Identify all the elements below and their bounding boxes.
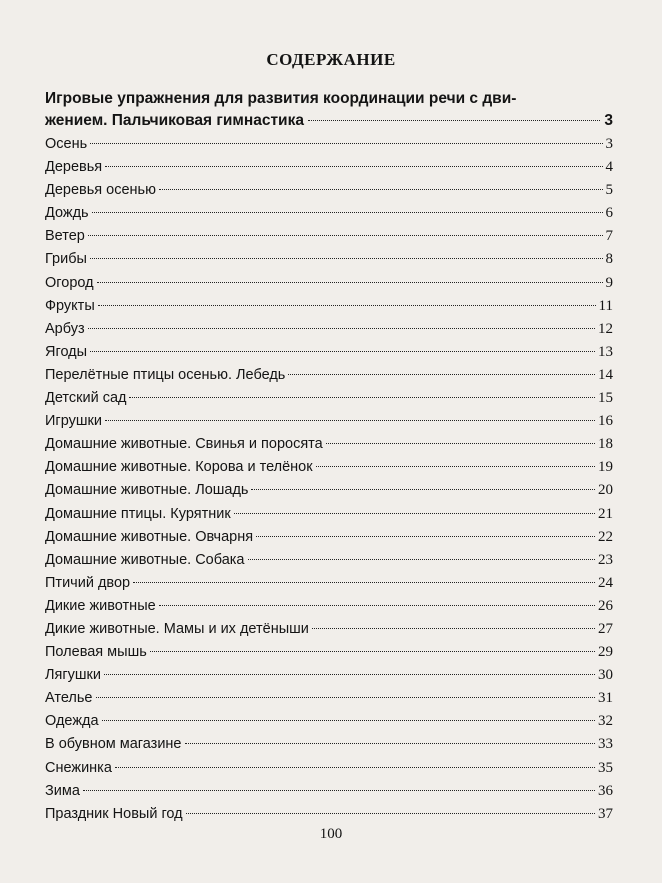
toc-entry xyxy=(45,387,613,410)
toc-entry-label: Перелётные птицы осенью. Лебедь xyxy=(45,366,286,383)
intro-page: 3 xyxy=(604,112,613,129)
dot-leader xyxy=(92,212,603,213)
toc-entry xyxy=(45,248,613,271)
toc-entry-label: Домашние птицы. Курятник xyxy=(45,505,231,522)
toc-entry xyxy=(45,272,613,295)
dot-leader xyxy=(90,258,603,259)
toc-entry-label: Птичий двор xyxy=(45,574,131,591)
toc-entry xyxy=(45,341,613,364)
toc-entry-page: 26 xyxy=(598,597,613,614)
dot-leader xyxy=(185,743,596,744)
intro-line-2: жением. Пальчиковая гимнастика xyxy=(45,112,304,129)
dot-leader xyxy=(88,235,603,236)
toc-entry-page: 20 xyxy=(598,482,613,499)
dot-leader xyxy=(104,674,595,675)
toc-entry-page: 36 xyxy=(598,782,613,799)
toc-entry-label: Домашние животные. Собака xyxy=(45,551,245,568)
toc-entry-label: Одежда xyxy=(45,713,99,730)
toc-entry-page: 24 xyxy=(598,574,613,591)
dot-leader xyxy=(186,813,595,814)
toc-entry-page: 13 xyxy=(598,343,613,360)
toc-entry-label: Домашние животные. Свинья и поросята xyxy=(45,436,323,453)
toc-entry xyxy=(45,179,613,202)
toc-entry xyxy=(45,295,613,318)
dot-leader xyxy=(96,697,596,698)
dot-leader xyxy=(234,513,595,514)
dot-leader xyxy=(115,767,595,768)
toc-entry xyxy=(45,757,613,780)
toc-entry xyxy=(45,687,613,710)
toc-entry xyxy=(45,456,613,479)
toc-entry xyxy=(45,780,613,803)
toc-entry-label: Грибы xyxy=(45,251,87,268)
toc-entry-page: 8 xyxy=(605,251,613,268)
toc-entry xyxy=(45,710,613,733)
toc-entry-page: 37 xyxy=(598,805,613,822)
dot-leader xyxy=(133,582,595,583)
toc-entry xyxy=(45,503,613,526)
dot-leader xyxy=(316,466,595,467)
dot-leader xyxy=(102,720,595,721)
toc-entry-page: 27 xyxy=(598,620,613,637)
toc-entry-page: 19 xyxy=(598,459,613,476)
toc-entry-page: 16 xyxy=(598,413,613,430)
page-title: СОДЕРЖАНИЕ xyxy=(266,50,396,69)
toc-entry-label: Ягоды xyxy=(45,343,88,360)
dot-leader xyxy=(83,790,595,791)
toc-entry xyxy=(45,479,613,502)
dot-leader xyxy=(90,143,602,144)
toc-entry-label: Снежинка xyxy=(45,759,112,776)
dot-leader xyxy=(88,328,595,329)
toc-entry-label: В обувном магазине xyxy=(45,736,182,753)
toc-entry-label: Детский сад xyxy=(45,390,127,407)
toc-entry-page: 18 xyxy=(598,436,613,453)
toc-entry-page: 23 xyxy=(598,551,613,568)
toc-intro-entry xyxy=(45,88,613,132)
toc-entry-label: Игрушки xyxy=(45,413,102,430)
toc-entry xyxy=(45,595,613,618)
page-number: 100 xyxy=(319,826,343,842)
toc-entry xyxy=(45,641,613,664)
toc-entry-label: Фрукты xyxy=(45,297,95,314)
toc-entry-label: Арбуз xyxy=(45,320,85,337)
toc-entry-page: 6 xyxy=(605,205,613,222)
dot-leader xyxy=(105,166,602,167)
toc-entry-page: 21 xyxy=(598,505,613,522)
toc-entry-label: Осень xyxy=(45,136,88,152)
toc-entry-page: 30 xyxy=(598,667,613,684)
toc-entry-page: 9 xyxy=(605,274,613,291)
toc-entry xyxy=(45,526,613,549)
dot-leader xyxy=(308,120,600,121)
dot-leader xyxy=(97,282,603,283)
toc-entry xyxy=(45,803,613,826)
toc-entry-label: Лягушки xyxy=(45,667,101,684)
toc-entry-label: Праздник Новый год xyxy=(45,805,183,822)
dot-leader xyxy=(150,651,595,652)
dot-leader xyxy=(312,628,595,629)
toc-entry-page: 32 xyxy=(598,713,613,730)
toc-entry-page: 22 xyxy=(598,528,613,545)
toc-entry xyxy=(45,225,613,248)
dot-leader xyxy=(90,351,595,352)
dot-leader xyxy=(256,536,595,537)
dot-leader xyxy=(159,189,603,190)
toc-entry-page: 4 xyxy=(605,159,613,176)
toc-entry xyxy=(45,664,613,687)
toc-entry xyxy=(45,618,613,641)
toc-entry-label: Деревья осенью xyxy=(45,182,156,199)
toc-entry xyxy=(45,572,613,595)
toc-entry-label: Зима xyxy=(45,782,80,799)
toc-entry-label: Дикие животные. Мамы и их детёныши xyxy=(45,620,309,637)
toc-entry-page: 33 xyxy=(598,736,613,753)
toc-entry xyxy=(45,202,613,225)
toc-entry-page: 31 xyxy=(598,690,613,707)
toc-entry-page: 5 xyxy=(605,182,613,199)
toc-entry-label: Огород xyxy=(45,274,94,291)
toc-entry-page: 29 xyxy=(598,644,613,661)
intro-line-2-row xyxy=(45,110,613,132)
toc-entry-page: 14 xyxy=(598,366,613,383)
toc-entry-label: Ателье xyxy=(45,690,93,707)
toc-entry-label: Деревья xyxy=(45,159,103,176)
toc-entry-page: 12 xyxy=(598,320,613,337)
toc-entry-page: 11 xyxy=(598,297,613,314)
toc-entry-page: 35 xyxy=(598,759,613,776)
toc-entry xyxy=(45,318,613,341)
toc-entry-label: Дождь xyxy=(45,205,89,222)
toc-entry-label: Домашние животные. Корова и телёнок xyxy=(45,459,313,476)
toc-entry-label: Полевая мышь xyxy=(45,644,147,661)
toc-entry xyxy=(45,410,613,433)
toc-entry xyxy=(45,156,613,179)
toc-entry-page: 7 xyxy=(605,228,613,245)
toc-entry xyxy=(45,433,613,456)
dot-leader xyxy=(251,489,595,490)
dot-leader xyxy=(326,443,595,444)
dot-leader xyxy=(159,605,595,606)
dot-leader xyxy=(288,374,595,375)
toc-entry xyxy=(45,733,613,756)
toc-entry-label: Дикие животные xyxy=(45,597,156,614)
toc-entry-page: 15 xyxy=(598,390,613,407)
dot-leader xyxy=(98,305,596,306)
toc-entry xyxy=(45,133,613,156)
dot-leader xyxy=(129,397,595,398)
toc-entry-label: Ветер xyxy=(45,228,85,245)
toc-entry-label: Домашние животные. Лошадь xyxy=(45,482,249,499)
toc-list xyxy=(45,133,613,826)
toc-entry-page: 3 xyxy=(605,136,613,152)
dot-leader xyxy=(105,420,595,421)
toc-entry-label: Домашние животные. Овчарня xyxy=(45,528,254,545)
intro-line-1: Игровые упражнения для развития координации речи с дви- xyxy=(45,90,517,107)
dot-leader xyxy=(248,559,596,560)
toc-entry xyxy=(45,549,613,572)
toc-entry xyxy=(45,364,613,387)
